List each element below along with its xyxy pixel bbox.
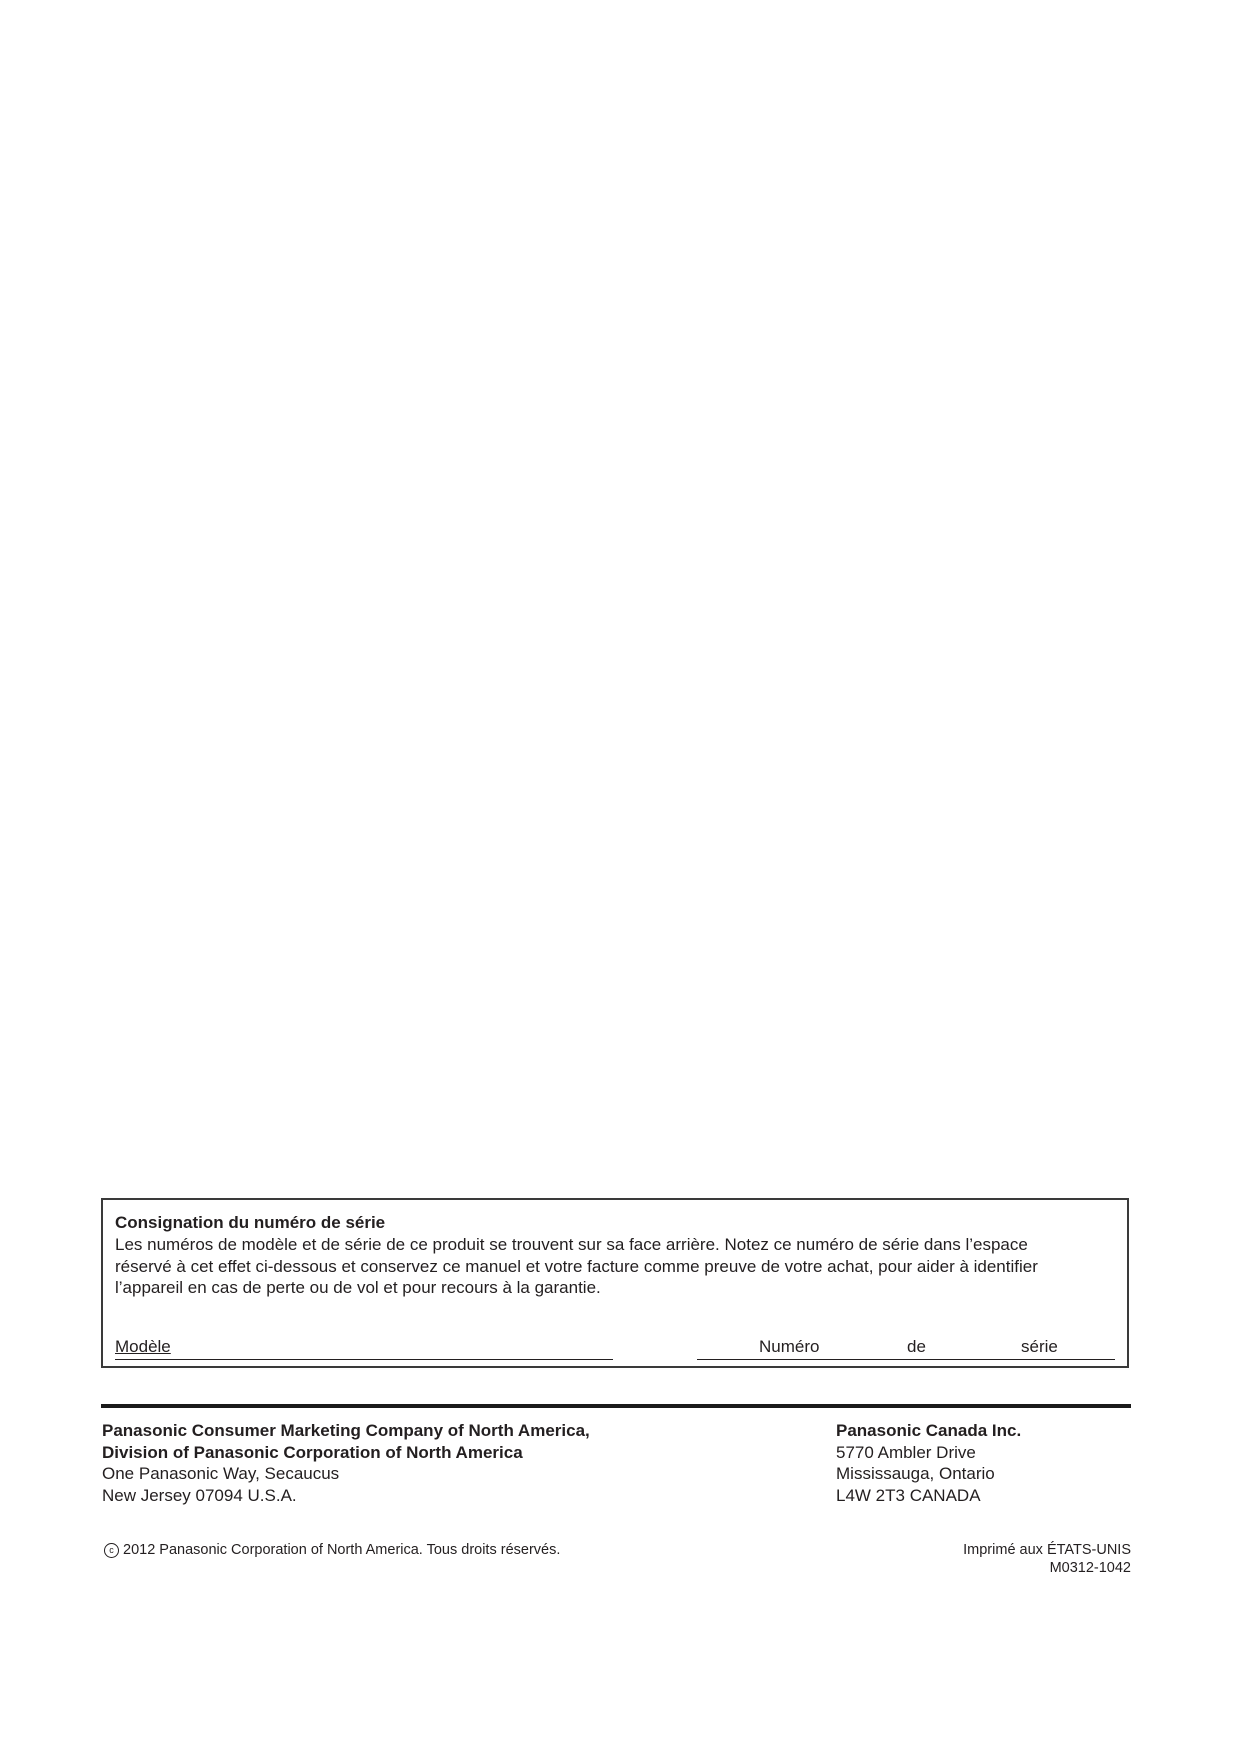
serial-record-body-line: l’appareil en cas de perte ou de vol et pour recours à la garantie. — [115, 1278, 601, 1297]
company-name: Panasonic Consumer Marketing Company of North America, — [102, 1421, 590, 1440]
address-street: 5770 Ambler Drive — [836, 1442, 976, 1462]
address-city: New Jersey 07094 U.S.A. — [102, 1485, 297, 1505]
serial-record-title: Consignation du numéro de série — [115, 1213, 386, 1232]
printed-in: Imprimé aux ÉTATS-UNIS — [963, 1542, 1131, 1558]
serial-record-body-line: réservé à cet effet ci-dessous et conservez ce manuel et votre facture comme preuve de votre achat, pour aider à identifier — [115, 1256, 1038, 1276]
serial-label-word: série — [1021, 1337, 1058, 1356]
address-canada — [836, 1420, 1021, 1506]
address-postal: L4W 2T3 CANADA — [836, 1485, 981, 1505]
model-field[interactable] — [115, 1337, 613, 1360]
serial-record-fields — [115, 1337, 1115, 1361]
address-city: Mississauga, Ontario — [836, 1464, 995, 1483]
serial-record-body — [115, 1234, 1115, 1299]
print-info — [963, 1541, 1131, 1577]
serial-label-word: Numéro — [759, 1337, 820, 1356]
serial-record-body-line: Les numéros de modèle et de série de ce produit se trouvent sur sa face arrière. Notez ce numéro de série dans l’espace — [115, 1235, 1028, 1254]
document-code: M0312-1042 — [1049, 1560, 1131, 1576]
address-street: One Panasonic Way, Secaucus — [102, 1464, 340, 1483]
copyright-notice — [104, 1541, 560, 1559]
copyright-icon: c — [104, 1543, 119, 1558]
serial-number-record-box — [101, 1198, 1129, 1368]
company-name: Panasonic Canada Inc. — [836, 1421, 1022, 1440]
section-divider — [101, 1404, 1131, 1408]
serial-label-word: de — [907, 1337, 926, 1356]
model-label: Modèle — [115, 1337, 171, 1356]
copyright-text: 2012 Panasonic Corporation of North America. Tous droits réservés. — [123, 1542, 561, 1558]
address-usa — [102, 1420, 590, 1506]
company-division: Division of Panasonic Corporation of North America — [102, 1442, 523, 1462]
serial-number-field[interactable] — [697, 1337, 1115, 1360]
